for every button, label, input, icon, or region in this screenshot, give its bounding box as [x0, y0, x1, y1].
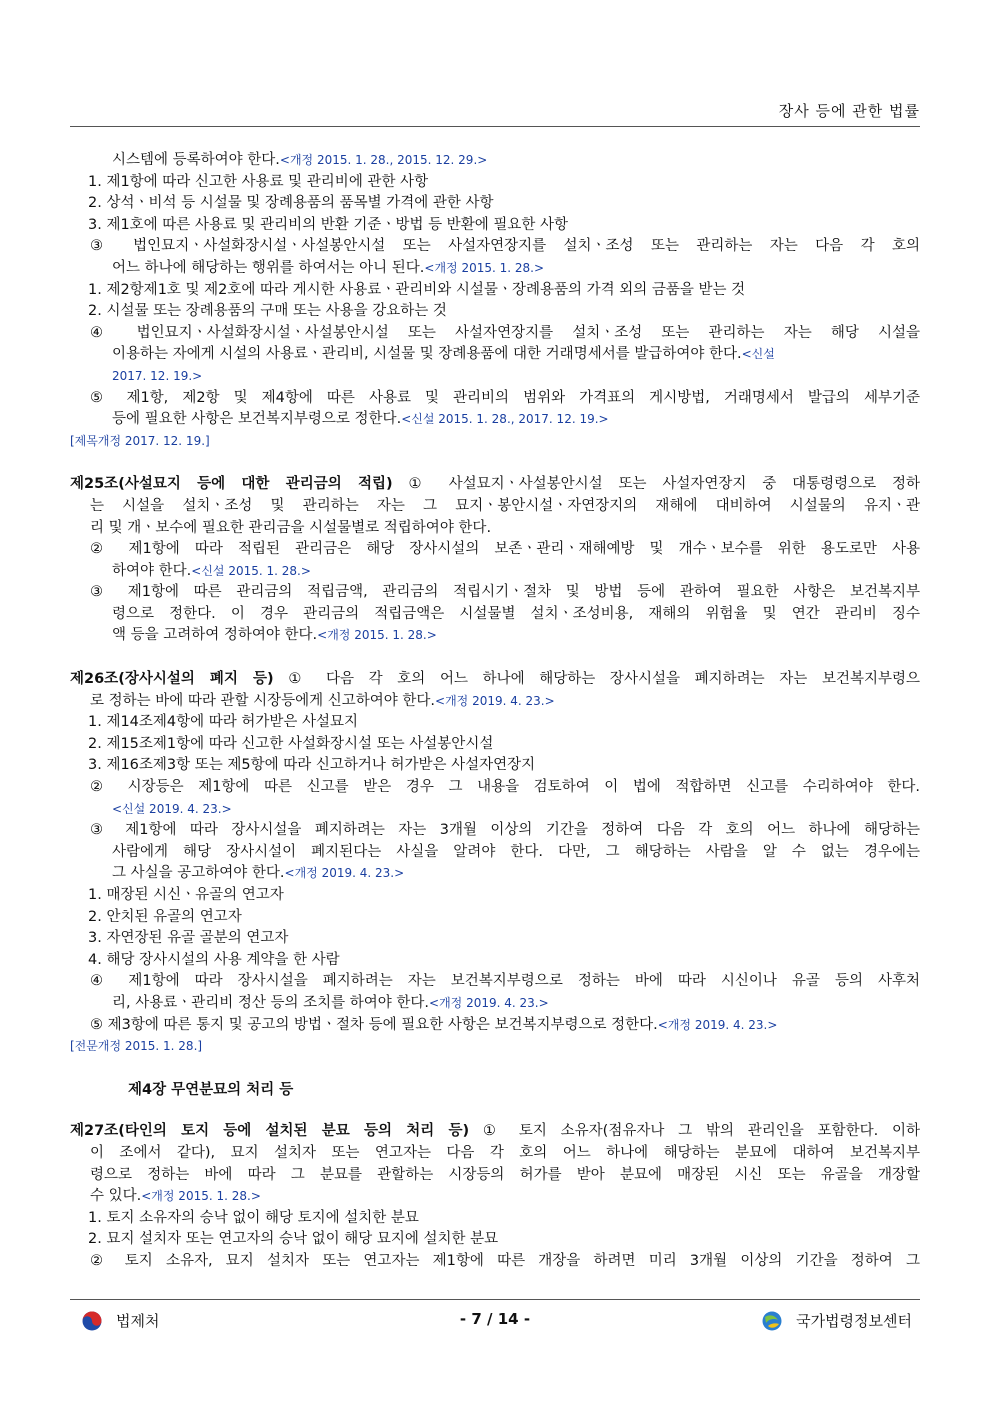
paragraph-line: ④ 제1항에 따라 장사시설을 폐지하려는 자는 보건복지부령으로 정하는 바에 따라 시신이나 유골 등의 사후처	[90, 973, 920, 990]
paragraph-line	[70, 366, 920, 388]
paragraph-line: 어느 하나에 해당하는 행위를 하여서는 아니 된다.<개정 2015. 1. 28.>	[112, 259, 545, 276]
footer-center-name: 국가법령정보센터	[796, 1312, 912, 1330]
amendment-note: <개정 2019. 4. 23.>	[284, 866, 405, 881]
amendment-note: <개정 2015. 1. 28., 2015. 12. 29.>	[279, 153, 488, 167]
paragraph-line: ② 시장등은 제1항에 따른 신고를 받은 경우 그 내용을 검토하여 이 법에 적합하면 신고를 수리하여야 한다.	[90, 779, 920, 796]
paragraph-line: 령으로 정한다. 이 경우 관리금의 적립금액은 시설물별 설치ㆍ조성비용, 재해의 위험율 및 연간 관리비 징수	[112, 605, 920, 622]
amendment-note: <신설	[741, 347, 775, 362]
footer-org-name: 법제처	[116, 1312, 160, 1330]
page-header	[70, 96, 920, 127]
list-item: 3. 제1호에 따른 사용료 및 관리비의 반환 기준ㆍ방법 등 반환에 필요한 사항	[88, 216, 568, 233]
paragraph-line: ③ 제1항에 따른 관리금의 적립금액, 관리금의 적립시기ㆍ절차 및 방법 등에 관하여 필요한 사항은 보건복지부	[90, 584, 920, 601]
amendment-note: <개정 2019. 4. 23.>	[429, 995, 549, 1010]
paragraph-line	[70, 799, 920, 821]
paragraph-line: 하여야 한다.<신설 2015. 1. 28.>	[112, 562, 311, 579]
text-line: 시스템에 등록하여야 한다.<개정 2015. 1. 28., 2015. 12. 29.>	[112, 152, 488, 168]
revision-note: [전문개정 2015. 1. 28.]	[70, 1039, 203, 1054]
paragraph-line: ② 제1항에 따라 적립된 관리금은 해당 장사시설의 보존ㆍ관리ㆍ재해예방 및 개수ㆍ보수를 위한 용도로만 사용	[90, 541, 920, 558]
amendment-note: <개정 2019. 4. 23.>	[657, 1017, 778, 1032]
paragraph-line: 수 있다.<개정 2015. 1. 28.>	[90, 1188, 261, 1205]
paragraph-line: 이용하는 자에게 시설의 사용료ㆍ관리비, 시설물 및 장례용품에 대한 거래명세서를 발급하여야 한다.<신설	[112, 346, 775, 363]
paragraph-line: 그 사실을 공고하여야 한다.<개정 2019. 4. 23.>	[112, 865, 405, 882]
list-item: 4. 해당 장사시설의 사용 계약을 한 사람	[88, 951, 340, 968]
list-item: 2. 제15조제1항에 따라 신고한 사설화장시설 또는 사설봉안시설	[88, 735, 494, 752]
list-item: 3. 자연장된 유골 골분의 연고자	[88, 930, 289, 947]
paragraph-line: ② 토지 소유자, 묘지 설치자 또는 연고자는 제1항에 따른 개장을 하려면 미리 3개월 이상의 기간을 정하여 그	[90, 1252, 920, 1269]
article-25-heading: 제25조(사설묘지 등에 대한 관리금의 적립) ① 사설묘지ㆍ사설봉안시설 또는 사설자연장지 중 대통령령으로 정하	[70, 476, 920, 493]
list-item: 3. 제16조제3항 또는 제5항에 따라 신고하거나 허가받은 사설자연장지	[88, 757, 536, 774]
paragraph-line: 리, 사용료ㆍ관리비 정산 등의 조치를 하여야 한다.<개정 2019. 4. 23.>	[112, 994, 549, 1011]
paragraph-line: 이 조에서 같다), 묘지 설치자 또는 연고자는 다음 각 호의 어느 하나에 해당하는 분묘에 대하여 보건복지부	[90, 1144, 920, 1161]
list-item: 1. 제1항에 따라 신고한 사용료 및 관리비에 관한 사항	[88, 173, 429, 190]
list-item: 1. 토지 소유자의 승낙 없이 해당 토지에 설치한 분묘	[88, 1209, 419, 1226]
paragraph-line: 등에 필요한 사항은 보건복지부령으로 정한다.<신설 2015. 1. 28., 2017. 12. 19.>	[112, 411, 609, 428]
article-title: 제25조(사설묘지 등에 대한 관리금의 적립)	[70, 476, 393, 493]
list-item: 1. 제2항제1호 및 제2호에 따라 게시한 사용료ㆍ관리비와 시설물ㆍ장례용품의 가격 외의 금품을 받는 것	[88, 281, 746, 298]
page-number: - 7 / 14 -	[459, 1310, 531, 1328]
article-26-heading: 제26조(장사시설의 폐지 등) ① 다음 각 호의 어느 하나에 해당하는 장사시설을 폐지하려는 자는 보건복지부령으	[70, 671, 920, 688]
amendment-note: <개정 2015. 1. 28.>	[317, 628, 437, 643]
article-title: 제26조(장사시설의 폐지 등)	[70, 671, 274, 688]
paragraph-line: 액 등을 고려하여 정하여야 한다.<개정 2015. 1. 28.>	[112, 627, 437, 644]
amendment-note: <신설 2019. 4. 23.>	[112, 801, 232, 816]
amendment-note: <신설 2015. 1. 28., 2017. 12. 19.>	[401, 412, 609, 427]
paragraph-line: 는 시설을 설치ㆍ조성 및 관리하는 자는 그 묘지ㆍ봉안시설ㆍ자연장지의 재해에 대비하여 시설물의 유지ㆍ관	[90, 497, 920, 514]
law-text	[70, 150, 920, 1273]
list-item: 2. 묘지 설치자 또는 연고자의 승낙 없이 해당 묘지에 설치한 분묘	[88, 1231, 499, 1248]
revision-note: [제목개정 2017. 12. 19.]	[70, 433, 210, 448]
article-27-heading: 제27조(타인의 토지 등에 설치된 분묘 등의 처리 등) ① 토지 소유자(점유자나 그 밖의 관리인을 포함한다. 이하	[70, 1123, 920, 1140]
document-title: 장사 등에 관한 법률	[778, 102, 920, 120]
amendment-note: <신설 2015. 1. 28.>	[191, 563, 311, 578]
paragraph-line: 로 정하는 바에 따라 관할 시장등에게 신고하여야 한다.<개정 2019. 4. 23.>	[90, 692, 555, 709]
paragraph-line: ③ 법인묘지ㆍ사설화장시설ㆍ사설봉안시설 또는 사설자연장지를 설치ㆍ조성 또는 관리하는 자는 다음 각 호의	[90, 238, 920, 255]
list-item: 1. 제14조제4항에 따라 허가받은 사설묘지	[88, 714, 359, 731]
globe-logo-icon	[762, 1311, 782, 1331]
chapter-heading: 제4장 무연분묘의 처리 등	[128, 1081, 294, 1098]
amendment-note: 2017. 12. 19.>	[112, 368, 203, 383]
list-item: 2. 안치된 유골의 연고자	[88, 908, 242, 925]
paragraph-line: 령으로 정하는 바에 따라 그 분묘를 관할하는 시장등의 허가를 받아 분묘에 매장된 시신 또는 유골을 개장할	[90, 1166, 920, 1183]
amendment-note: <개정 2015. 1. 28.>	[141, 1189, 261, 1204]
article-title: 제27조(타인의 토지 등에 설치된 분묘 등의 처리 등)	[70, 1123, 470, 1140]
list-item: 2. 시설물 또는 장례용품의 구매 또는 사용을 강요하는 것	[88, 303, 447, 320]
paragraph-line: 리 및 개ㆍ보수에 필요한 관리금을 시설물별로 적립하여야 한다.	[90, 519, 492, 536]
paragraph-line: ⑤ 제3항에 따른 통지 및 공고의 방법ㆍ절차 등에 필요한 사항은 보건복지부령으로 정한다.<개정 2019. 4. 23.>	[90, 1016, 778, 1033]
amendment-note: <개정 2015. 1. 28.>	[424, 260, 545, 275]
footer-right	[762, 1310, 912, 1331]
list-item: 2. 상석ㆍ비석 등 시설물 및 장례용품의 품목별 가격에 관한 사항	[88, 195, 494, 212]
page-footer	[70, 1299, 920, 1344]
paragraph-line: ③ 제1항에 따라 장사시설을 폐지하려는 자는 3개월 이상의 기간을 정하여 다음 각 호의 어느 하나에 해당하는	[90, 822, 920, 839]
paragraph-line: ④ 법인묘지ㆍ사설화장시설ㆍ사설봉안시설 또는 사설자연장지를 설치ㆍ조성 또는 관리하는 자는 해당 시설을	[90, 324, 920, 341]
paragraph-line: ⑤ 제1항, 제2항 및 제4항에 따른 사용료 및 관리비의 범위와 가격표의 게시방법, 거래명세서 발급의 세부기준	[90, 389, 920, 406]
paragraph-line: 사람에게 해당 장사시설이 폐지된다는 사실을 알려야 한다. 다만, 그 해당하는 사람을 알 수 없는 경우에는	[112, 843, 920, 860]
amendment-note: <개정 2019. 4. 23.>	[435, 693, 555, 708]
list-item: 1. 매장된 시신ㆍ유골의 연고자	[88, 887, 284, 903]
